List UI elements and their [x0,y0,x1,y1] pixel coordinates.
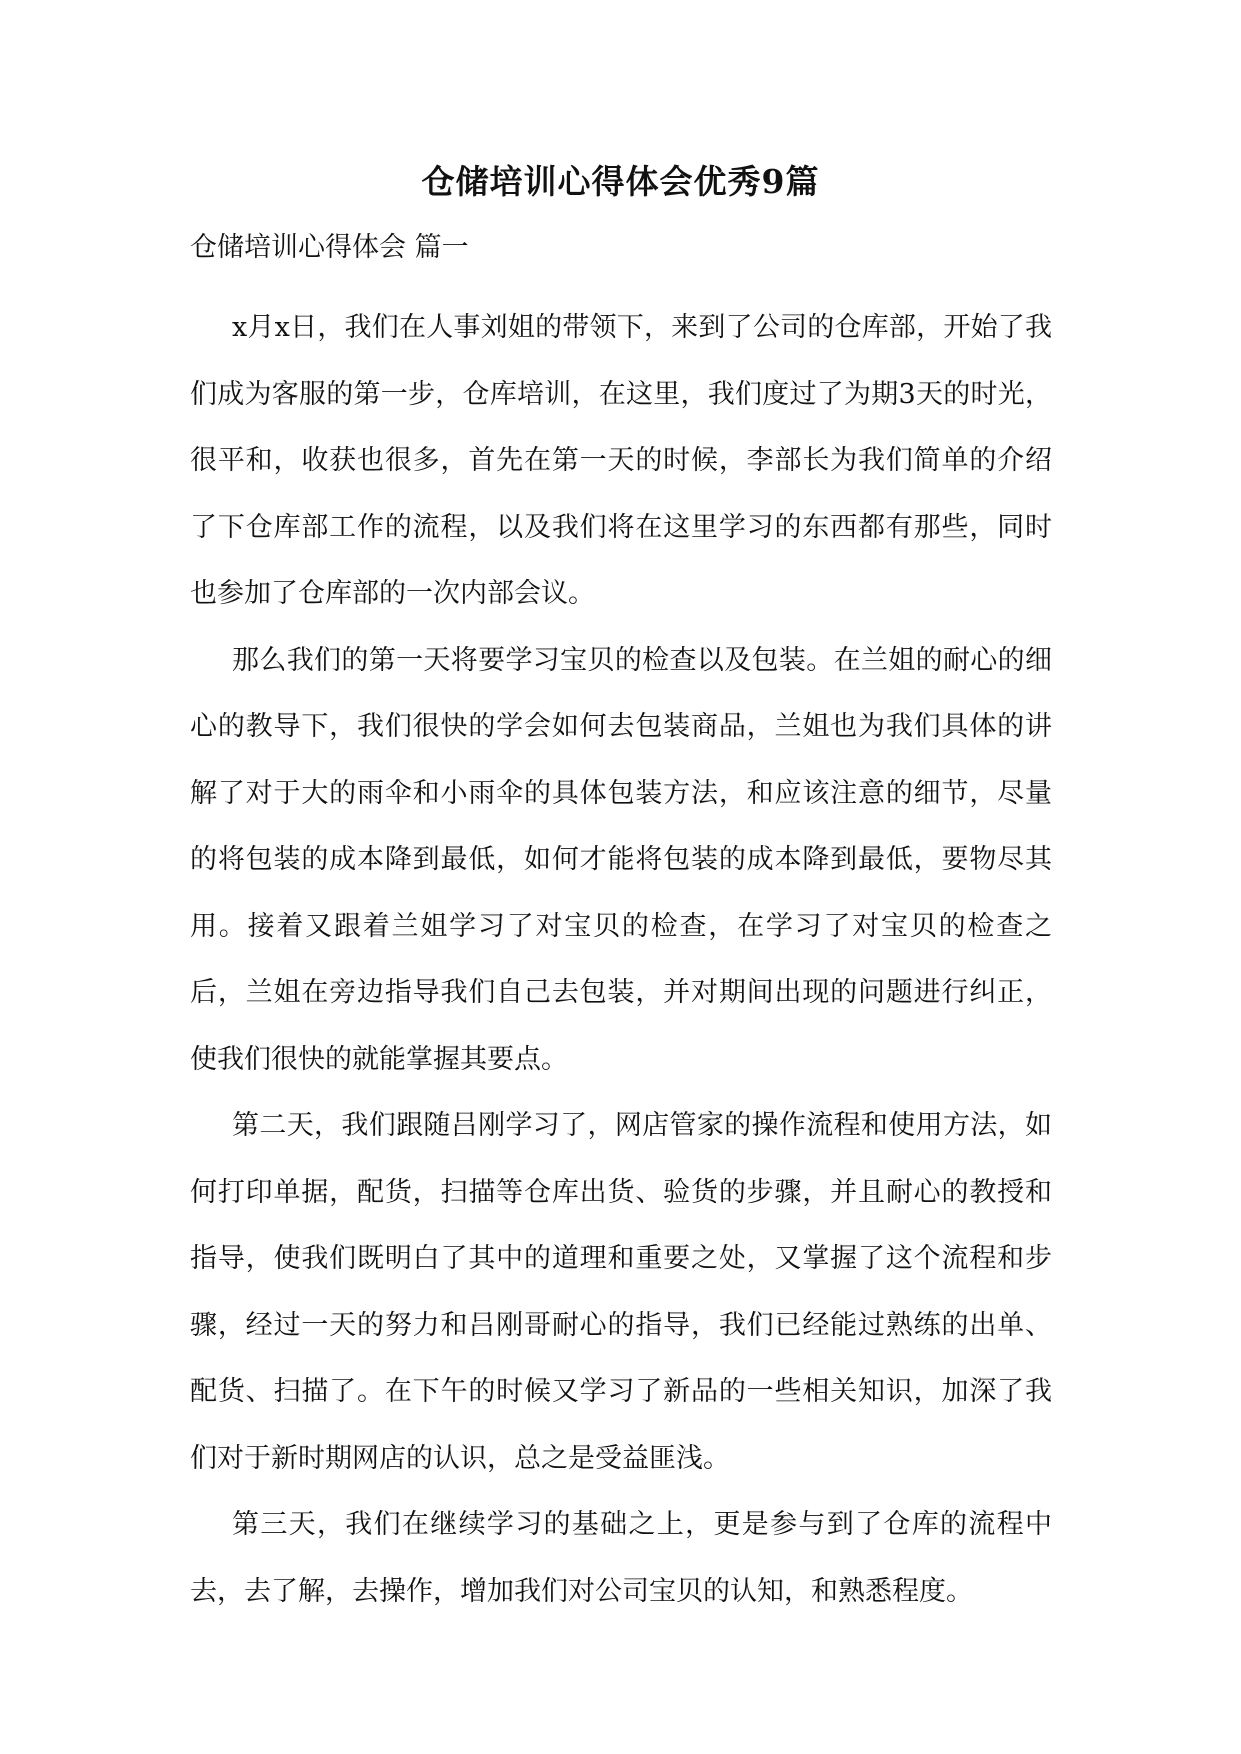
paragraph-1: x月x日，我们在人事刘姐的带领下，来到了公司的仓库部，开始了我们成为客服的第一步，仓库培训，在这里，我们度过了为期3天的时光，很平和，收获也很多，首先在第一天的时候，李部长为我们简单的介绍了下仓库部工作的流程，以及我们将在这里学习的东西都有那些，同时也参加了仓库部的一次内部会议。 [190,312,1052,609]
section-heading: 仓储培训心得体会 篇一 [190,232,469,263]
paragraph-2: 那么我们的第一天将要学习宝贝的检查以及包装。在兰姐的耐心的细心的教导下，我们很快的学会如何去包装商品，兰姐也为我们具体的讲解了对于大的雨伞和小雨伞的具体包装方法，和应该注意的细节，尽量的将包装的成本降到最低，如何才能将包装的成本降到最低，要物尽其用。接着又跟着兰姐学习了对宝贝的检查，在学习了对宝贝的检查之后，兰姐在旁边指导我们自己去包装，并对期间出现的问题进行纠正，使我们很快的就能掌握其要点。 [190,644,1052,1075]
paragraph-3: 第二天，我们跟随吕刚学习了，网店管家的操作流程和使用方法，如何打印单据，配货，扫描等仓库出货、验货的步骤，并且耐心的教授和指导，使我们既明白了其中的道理和重要之处，又掌握了这个流程和步骤，经过一天的努力和吕刚哥耐心的指导，我们已经能过熟练的出单、配货、扫描了。在下午的时候又学习了新品的一些相关知识，加深了我们对于新时期网店的认识，总之是受益匪浅。 [190,1110,1052,1474]
paragraph-4: 第三天，我们在继续学习的基础之上，更是参与到了仓库的流程中去，去了解，去操作，增加我们对公司宝贝的认知，和熟悉程度。 [190,1509,1052,1607]
document-title: 仓储培训心得体会优秀9篇 [421,162,820,201]
document-body [190,295,1052,1625]
